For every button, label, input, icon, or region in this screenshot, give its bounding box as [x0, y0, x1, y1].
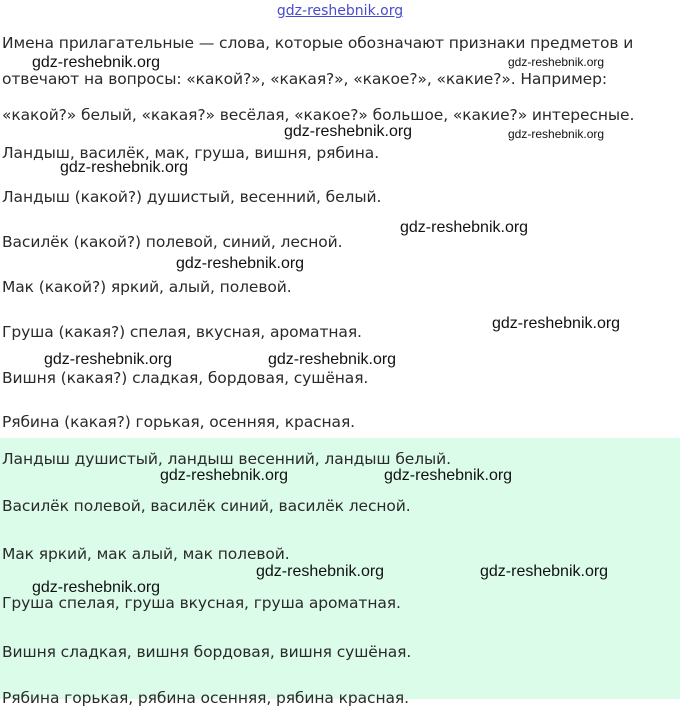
watermark: gdz-reshebnik.org	[176, 255, 305, 272]
watermark: gdz-reshebnik.org	[508, 55, 605, 69]
watermark: gdz-reshebnik.org	[284, 123, 413, 140]
watermark: gdz-reshebnik.org	[32, 579, 161, 596]
question-line: Ландыш (какой?) душистый, весенний, белый.	[2, 188, 382, 206]
question-line: Груша (какая?) спелая, вкусная, ароматная.	[2, 323, 362, 341]
site-watermark-link[interactable]: gdz-reshebnik.org	[276, 3, 404, 19]
answer-line: Мак яркий, мак алый, мак полевой.	[2, 545, 290, 563]
question-line: Рябина (какая?) горькая, осенняя, красная.	[2, 413, 356, 431]
watermark: gdz-reshebnik.org	[32, 54, 161, 71]
answer-line: Ландыш душистый, ландыш весенний, ландыш белый.	[2, 450, 451, 468]
answer-line: Рябина горькая, рябина осенняя, рябина красная.	[2, 689, 409, 707]
answer-line: Вишня сладкая, вишня бордовая, вишня сушёная.	[2, 643, 412, 661]
watermark: gdz-reshebnik.org	[160, 467, 289, 484]
watermark: gdz-reshebnik.org	[384, 467, 513, 484]
answer-line: Василёк полевой, василёк синий, василёк лесной.	[2, 497, 411, 515]
watermark: gdz-reshebnik.org	[480, 563, 609, 580]
theory-line-1: Имена прилагательные — слова, которые обозначают признаки предметов и	[2, 34, 634, 52]
watermark: gdz-reshebnik.org	[508, 127, 605, 141]
theory-line-2: отвечают на вопросы: «какой?», «какая?», «какое?», «какие?». Например:	[2, 70, 607, 88]
word-list: Ландыш, василёк, мак, груша, вишня, рябина.	[2, 144, 380, 162]
question-line: Вишня (какая?) сладкая, бордовая, сушёная.	[2, 369, 369, 387]
watermark: gdz-reshebnik.org	[400, 219, 529, 236]
watermark: gdz-reshebnik.org	[60, 159, 189, 176]
watermark: gdz-reshebnik.org	[268, 351, 397, 368]
watermark: gdz-reshebnik.org	[256, 563, 385, 580]
answer-line: Груша спелая, груша вкусная, груша ароматная.	[2, 594, 401, 612]
theory-line-3: «какой?» белый, «какая?» весёлая, «какое?» большое, «какие?» интересные.	[2, 106, 635, 124]
question-line: Василёк (какой?) полевой, синий, лесной.	[2, 233, 343, 251]
watermark: gdz-reshebnik.org	[492, 315, 621, 332]
watermark: gdz-reshebnik.org	[44, 351, 173, 368]
question-line: Мак (какой?) яркий, алый, полевой.	[2, 278, 292, 296]
